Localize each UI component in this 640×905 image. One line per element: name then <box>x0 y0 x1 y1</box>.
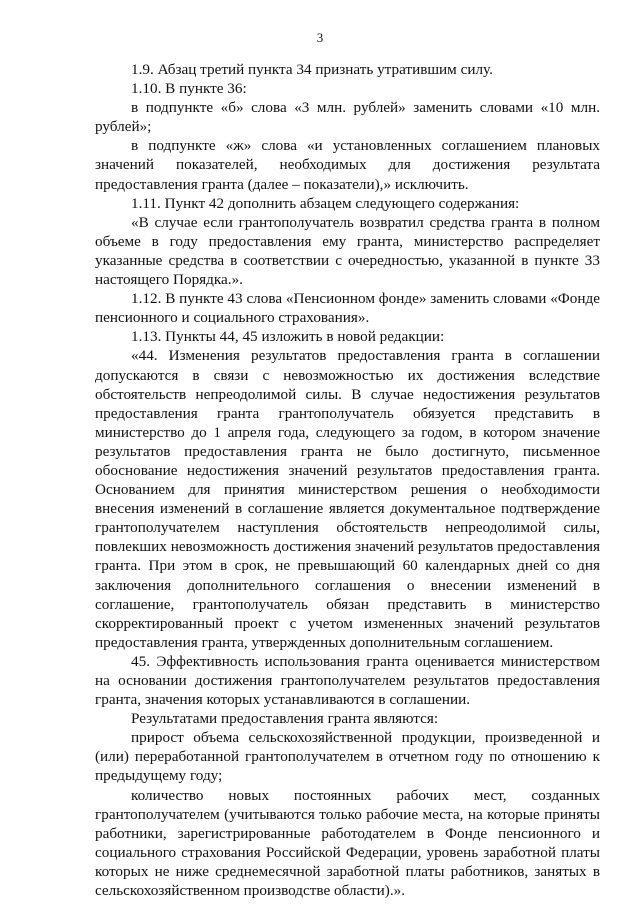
document-body <box>95 60 600 900</box>
paragraph: «В случае если грантополучатель возвратил средства гранта в полном объеме в году предоставления ему гранта, министерство распределяет указанные средства в соответствии с очередностью, указанной в пункте 33 настоящего Порядка.». <box>95 213 600 289</box>
paragraph: 1.13. Пункты 44, 45 изложить в новой редакции: <box>131 328 445 346</box>
paragraph: прирост объема сельскохозяйственной продукции, произведенной и (или) переработанной грантополучателем в отчетном году по отношению к предыдущему году; <box>95 729 600 785</box>
paragraph: «44. Изменения результатов предоставления гранта в соглашении допускаются в связи с невозможностью их достижения вследствие обстоятельств непреодолимой силы. В случае недостижения результатов предоставления гранта грантополучатель обязуется представить в министерство до 1 апреля года, следующего за годом, в котором значение результатов предоставления гранта не было достигнуто, письменное обоснование недостижения значений результатов предоставления гранта. Основанием для принятия министерством решения о необходимости внесения изменений в соглашение является документальное подтверждение грантополучателем наступления обстоятельств непреодолимой силы, повлекших невозможность достижения значений результатов предоставления гранта. При этом в срок, не превышающий 60 календарных дней со дня заключения дополнительного соглашения о внесении изменений в соглашение, грантополучатель обязан представить в министерство скорректированный проект с учетом измененных значений результатов предоставления гранта, утвержденных дополнительным соглашением. <box>95 347 600 651</box>
paragraph: в подпункте «б» слова «3 млн. рублей» заменить словами «10 млн. рублей»; <box>95 99 600 136</box>
paragraph: 1.12. В пункте 43 слова «Пенсионном фонде» заменить словами «Фонде пенсионного и социального страхования». <box>95 290 600 327</box>
paragraph: 1.10. В пункте 36: <box>131 80 247 98</box>
page-number: 3 <box>316 30 324 45</box>
paragraph: Результатами предоставления гранта являются: <box>131 710 439 728</box>
paragraph: 1.9. Абзац третий пункта 34 признать утратившим силу. <box>131 61 493 78</box>
paragraph: 45. Эффективность использования гранта оценивается министерством на основании достижения грантополучателем результатов предоставления гранта, значения которых устанавливаются в соглашении. <box>95 652 600 709</box>
paragraph: в подпункте «ж» слова «и установленных соглашением плановых значений показателей, необходимых для достижения результата предоставления гранта (далее – показатели),» исключить. <box>95 137 600 193</box>
paragraph: 1.11. Пункт 42 дополнить абзацем следующего содержания: <box>131 194 520 212</box>
paragraph: количество новых постоянных рабочих мест, созданных грантополучателем (учитываются только рабочие места, на которые приняты работники, зарегистрированные работодателем в Фонде пенсионного и социального страхования Российской Федерации, уровень заработной платы которых не ниже среднемесячной заработной платы работников, занятых в сельскохозяйственном производстве области).». <box>95 786 600 900</box>
